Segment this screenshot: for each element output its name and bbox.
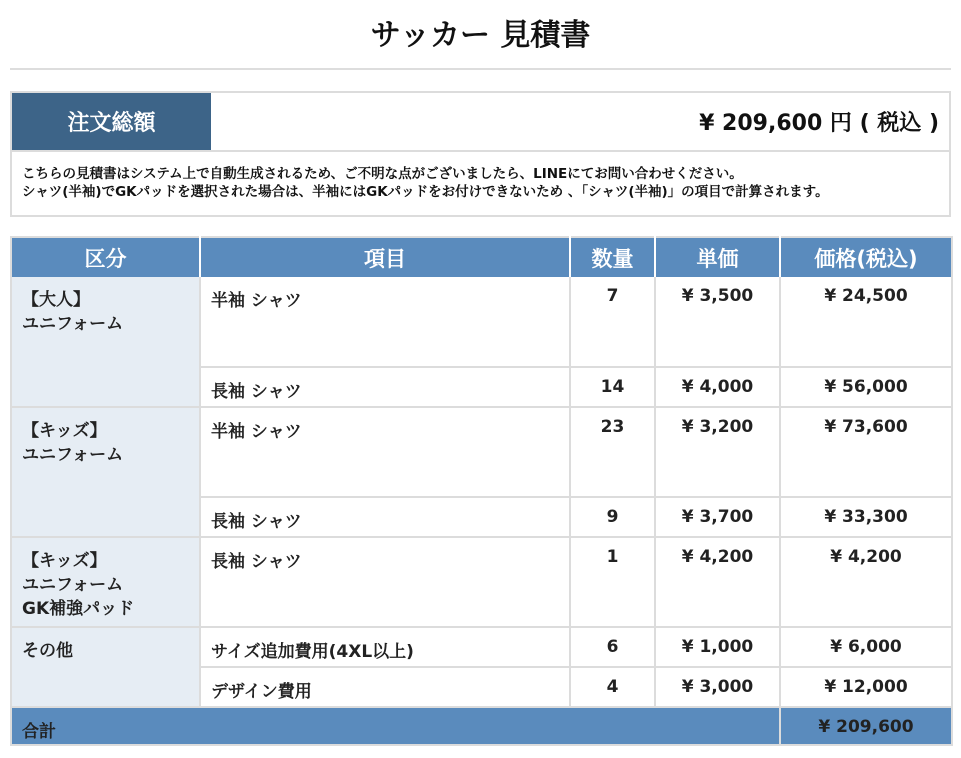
category-line: 【キッズ】 <box>22 421 107 441</box>
category-cell <box>11 277 200 407</box>
quantity-cell: 7 <box>570 277 655 367</box>
summary-amount: ¥ 209,600 <box>780 707 952 745</box>
order-total-header <box>12 93 949 152</box>
order-total-label: 注文総額 <box>12 93 211 150</box>
quantity-cell: 9 <box>570 497 655 537</box>
order-total-amount: ¥ 209,600 円 ( 税込 ) <box>699 111 939 136</box>
category-cell <box>11 627 200 707</box>
quantity-cell: 14 <box>570 367 655 407</box>
category-line: 【キッズ】 <box>22 551 107 571</box>
price-cell: ¥ 73,600 <box>780 407 952 497</box>
unit-price-cell: ¥ 3,500 <box>655 277 780 367</box>
header-quantity: 数量 <box>570 237 655 277</box>
price-cell: ¥ 24,500 <box>780 277 952 367</box>
note-line: こちらの見積書はシステム上で自動生成されるため、ご不明な点がございましたら、LINEにてお問い合わせください。 <box>22 166 743 182</box>
item-cell: 長袖 シャツ <box>200 497 570 537</box>
item-cell: デザイン費用 <box>200 667 570 707</box>
notes <box>12 152 949 201</box>
quantity-cell: 4 <box>570 667 655 707</box>
item-cell: 長袖 シャツ <box>200 367 570 407</box>
category-line: GK補強パッド <box>22 599 135 619</box>
price-cell: ¥ 56,000 <box>780 367 952 407</box>
summary-label: 合計 <box>11 707 780 745</box>
note-line: シャツ(半袖)でGKパッドを選択された場合は、半袖にはGKパッドをお付けできないため 、「シャツ(半袖)」の項目で計算されます。 <box>22 184 829 200</box>
table-row <box>11 277 952 367</box>
table-row <box>11 627 952 667</box>
category-line: ユニフォーム <box>22 445 124 465</box>
price-cell: ¥ 6,000 <box>780 627 952 667</box>
category-line: ユニフォーム <box>22 314 124 334</box>
unit-price-cell: ¥ 3,000 <box>655 667 780 707</box>
summary-row <box>11 707 952 745</box>
unit-price-cell: ¥ 4,200 <box>655 537 780 627</box>
unit-price-cell: ¥ 1,000 <box>655 627 780 667</box>
estimate-table <box>10 236 953 746</box>
item-cell: 半袖 シャツ <box>200 277 570 367</box>
price-cell: ¥ 33,300 <box>780 497 952 537</box>
price-cell: ¥ 12,000 <box>780 667 952 707</box>
item-cell: 半袖 シャツ <box>200 407 570 497</box>
quantity-cell: 6 <box>570 627 655 667</box>
category-line: ユニフォーム <box>22 575 124 595</box>
table-row <box>11 407 952 497</box>
order-total-panel <box>10 91 951 217</box>
header-item: 項目 <box>200 237 570 277</box>
quantity-cell: 1 <box>570 537 655 627</box>
unit-price-cell: ¥ 3,700 <box>655 497 780 537</box>
unit-price-cell: ¥ 4,000 <box>655 367 780 407</box>
category-cell <box>11 537 200 627</box>
category-line: 【大人】 <box>22 290 90 310</box>
unit-price-cell: ¥ 3,200 <box>655 407 780 497</box>
header-unit-price: 単価 <box>655 237 780 277</box>
item-cell: サイズ追加費用(4XL以上) <box>200 627 570 667</box>
price-cell: ¥ 4,200 <box>780 537 952 627</box>
table-row <box>11 537 952 627</box>
table-header-row <box>11 237 952 277</box>
category-line: その他 <box>22 641 73 661</box>
category-cell <box>11 407 200 537</box>
item-cell: 長袖 シャツ <box>200 537 570 627</box>
quantity-cell: 23 <box>570 407 655 497</box>
page-title: サッカー 見積書 <box>10 12 951 70</box>
header-price: 価格(税込) <box>780 237 952 277</box>
header-category: 区分 <box>11 237 200 277</box>
